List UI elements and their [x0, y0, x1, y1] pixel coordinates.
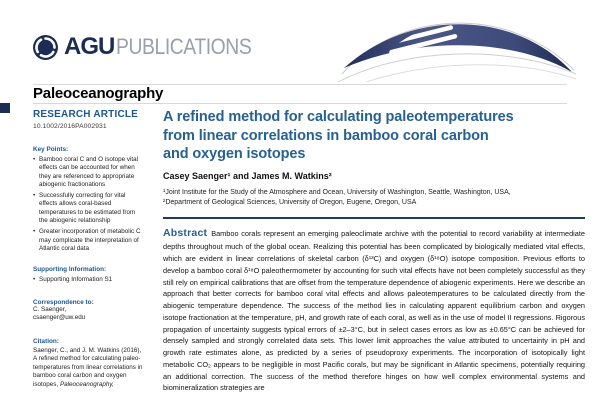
abstract-paragraph [163, 225, 585, 395]
supporting-information-list [33, 276, 143, 284]
supporting-information-heading: Supporting Information: [33, 266, 107, 274]
article-title [163, 108, 585, 164]
header-swoosh-graphic [338, 2, 578, 82]
article-title-line: A refined method for calculating paleotemperatures [163, 109, 514, 125]
correspondence-name: C. Saenger, [33, 305, 67, 313]
citation-journal-name: Paleoceanography, [59, 380, 114, 388]
article-main-column [163, 108, 585, 394]
key-point-item: • Bamboo coral C and O isotope vital effects can be accounted for when they are referenced to appropriate abiogenic fractionations [33, 156, 143, 189]
supporting-information-section [33, 266, 143, 284]
journal-band-bottom-rule [33, 103, 567, 104]
citation-heading: Citation: [33, 337, 59, 345]
affiliation-line: ²Department of Geological Sciences, University of Oregon, Eugene, Oregon, USA [163, 199, 417, 207]
abstract-divider-rule [163, 217, 585, 219]
abstract-text: Bamboo corals represent an emerging paleoclimate archive with the potential to record variability at intermediate depths throughout much of the global ocean. Realizing this potential has been complicated by biologically mediated vital effects, which are evident in linear correlations of skeletal carbon (δ¹³C) and oxygen (δ¹⁸O) isotope composition. Previous efforts to develop a bamboo coral δ¹⁸O paleothermometer by accounting for such vital effects have not been completely successful as they still rely on empirical calibrations that are offset from the temperature dependence of abiogenic experiments. Here we describe an approach that better corrects for bamboo coral vital effects and allows paleotemperatures to be calculated directly from the abiogenic temperature dependence. The success of the method lies in calculating apparent equilibrium carbon and oxygen isotope fractionation at the temperature, pH, and growth rate of each coral, as well as in the use of model II regressions. Rigorous propagation of uncertainty suggests typical errors of ±2–3°C, but in select cases errors as low as ±0.65°C can be achieved for densely sampled and strongly correlated data sets. This lower limit approaches the value attributed to uncertainty in pH and growth rate estimates alone, as predicted by a series of pseudoproxy experiments. The incorporation of isotopically light metabolic CO₂ appears to be negligible in most Pacific corals, but may be significant in Atlantic specimens, potentially requiring an additional correction. The success of the method therefore hinges on how well complex environmental systems and biomineralization strategies are [163, 228, 585, 393]
article-type-label: RESEARCH ARTICLE [33, 109, 139, 120]
key-points-list [33, 156, 143, 253]
correspondence-heading: Correspondence to: [33, 298, 94, 306]
key-points-heading: Key Points: [33, 146, 69, 153]
affiliations [163, 188, 585, 209]
agu-wordmark: AGU [64, 33, 115, 60]
journal-accent-square [0, 103, 10, 113]
supporting-information-link[interactable]: • Supporting Information S1 [33, 276, 143, 284]
doi: 10.1002/2016PA002931 [33, 123, 107, 130]
key-points-section [33, 146, 143, 253]
article-title-line: from linear correlations in bamboo coral carbon [163, 127, 489, 144]
agu-publications-logo [32, 33, 270, 61]
journal-name: Paleoceanography [33, 85, 164, 102]
correspondence-section [33, 299, 143, 323]
correspondence-email-link[interactable]: csaenger@uw.edu [33, 314, 86, 322]
article-sidebar [33, 109, 143, 389]
agu-logo-icon [32, 34, 59, 61]
citation-section [33, 338, 143, 390]
affiliation-line: ¹Joint Institute for the Study of the Atmosphere and Ocean, University of Washington, Seattle, Washington, USA, [163, 188, 511, 196]
citation-text [33, 347, 143, 390]
abstract-label: Abstract [163, 226, 208, 239]
key-point-item: • Successfully correcting for vital effects allows coral-based temperatures to be estimated from the abiogenic relationship [33, 192, 143, 225]
key-point-item: • Greater incorporation of metabolic C may complicate the interpretation of Atlantic coral data [33, 228, 143, 253]
citation-body: Saenger, C., and J. M. Watkins (2016), A refined method for calculating paleotemperatures from linear correlations in bamboo coral carbon and oxygen isotopes, [33, 346, 143, 388]
authors-line: Casey Saenger¹ and James M. Watkins² [163, 170, 332, 181]
article-title-line: and oxygen isotopes [163, 146, 306, 163]
publications-wordmark: PUBLICATIONS [116, 34, 252, 59]
